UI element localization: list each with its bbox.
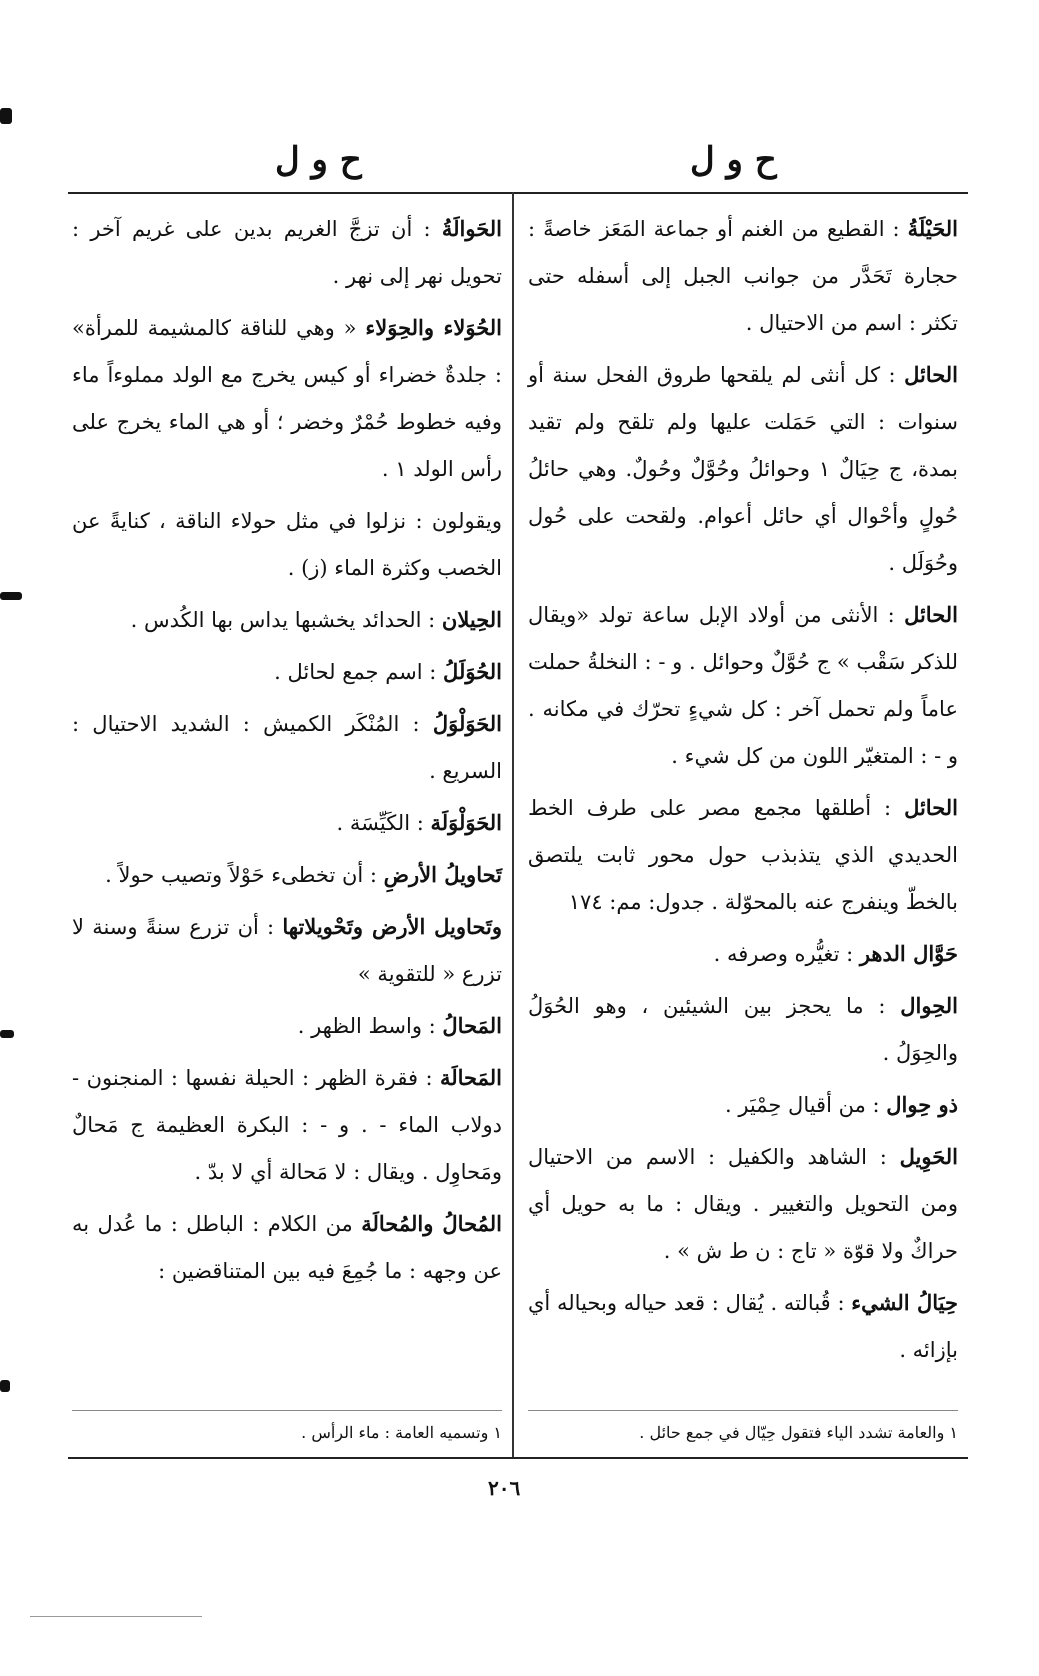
dictionary-entry [72, 1200, 502, 1295]
dictionary-entry [72, 304, 502, 493]
definition: : أن تزجَّ الغريم بدين على غريم آخر : تحويل نهر إلى نهر . [72, 217, 502, 288]
headword: حَوَّال الدهر [859, 941, 958, 966]
headword: الحَوِيل [899, 1144, 958, 1169]
page-number: ٢٠٦ [488, 1476, 521, 1500]
headword: وتَحاويل الأرض وتَحْويلاتها [282, 914, 502, 939]
definition: : فقرة الظهر : الحيلة نفسها : المنجنون - دولاب الماء - . و - : البكرة العظيمة ج مَحالٌ ومَحاوِل . ويقال : لا مَحالة أي لا بدّ . [72, 1066, 502, 1184]
dictionary-entry [72, 1002, 502, 1050]
right-column [528, 205, 958, 1378]
headword: الحَيْلَةُ [907, 216, 958, 241]
dictionary-entry [528, 591, 958, 780]
dictionary-entry [72, 648, 502, 696]
definition: : قُبالته . يُقال : قعد حياله وبحياله أي بإزائه . [528, 1291, 958, 1362]
headword: الحِيلان [441, 607, 502, 632]
definition: : ما يحجز بين الشيئين ، وهو الحُوَلُ والحِوَلُ . [528, 994, 958, 1065]
top-rule [68, 192, 968, 194]
dictionary-entry [528, 982, 958, 1077]
margin-mark [0, 108, 12, 124]
definition: : من أقيال حِمْيَر . [724, 1093, 887, 1117]
running-head-right: ح و ل [690, 140, 777, 180]
dictionary-entry [528, 351, 958, 587]
definition: : المُنْكَر الكميش : الشديد الاحتيال : السريع . [72, 712, 502, 783]
dictionary-entry [528, 1133, 958, 1275]
definition: : الأنثى من أولاد الإبل ساعة تولد «ويقال للذكر سَقْب » ج حُوَّلٌ وحوائل . و - : النخلةُ حملت عاماً ولم تحمل آخر : كل شيءٍ تحرّك في مكانه . و - : المتغيّر اللون من كل شيء . [528, 603, 958, 768]
definition: من الكلام : الباطل : ما عُدل به عن وجهه : ما جُمِعَ فيه بين المتناقضين : [72, 1212, 502, 1283]
running-head-left: ح و ل [275, 140, 362, 180]
footnote-right: ١ والعامة تشدد الياء فتقول حِيّال في جمع حائل . [639, 1423, 958, 1442]
definition: : القطيع من الغنم أو جماعة المَعَز خاصةً : حجارة تَحَدَّر من جوانب الجبل إلى أسفله حتى تكثر : اسم من الاحتيال . [528, 217, 958, 335]
footnote-rule-left [72, 1410, 502, 1411]
bottom-rule [68, 1457, 968, 1459]
dictionary-entry [72, 851, 502, 899]
definition: : واسط الظهر . [297, 1014, 443, 1038]
definition: : اسم جمع لحائل . [274, 660, 444, 684]
definition: ويقولون : نزلوا في مثل حولاء الناقة ، كنايةً عن الخصب وكثرة الماء (ز) . [72, 509, 502, 580]
definition: : أن تزرع سنةً وسنة لا تزرع « للتقوية » [72, 915, 502, 986]
headword: ذو حِوال [886, 1092, 958, 1117]
dictionary-entry [528, 930, 958, 978]
definition: : الكَيِّسَة . [336, 811, 431, 835]
headword: الحَوَلْوَلُ [432, 711, 502, 736]
headword: المَحالُ [442, 1013, 502, 1038]
definition: : كل أنثى لم يلقحها طروق الفحل سنة أو سنوات : التي حَمَلت عليها ولم تلقح ولم تقيد بمدة، ج حِيَالٌ ١ وحوائلُ وحُوَّلٌ وحُولٌ. وهي حائلُ حُولٍ وأحْوال أي حائل أعوام. ولقحت على حُول وحُوَلَل . [528, 363, 958, 575]
definition: « وهي للناقة كالمشيمة للمرأة» : جلدةٌ خضراء أو كيس يخرج مع الولد مملوءاً ماء وفيه خطوط حُمْرٌ وخضر ؛ أو هي الماء يخرج على رأس الولد ١ . [72, 316, 502, 481]
headword: الحُوَلَلُ [443, 659, 502, 684]
headword: الحَوَلْوَلَة [430, 810, 502, 835]
definition: : الشاهد والكفيل : الاسم من الاحتيال ومن التحويل والتغيير . ويقال : ما به حويل أي حراكٌ ولا قوّة « تاج : ن ط ش » . [528, 1145, 958, 1263]
margin-mark [0, 1030, 14, 1038]
dictionary-entry [72, 596, 502, 644]
headword: الحَوالَةُ [441, 216, 502, 241]
dictionary-entry [528, 784, 958, 926]
margin-mark [0, 592, 22, 600]
margin-mark [0, 1380, 10, 1392]
dictionary-entry [528, 205, 958, 347]
definition: : تغيُّره وصرفه . [713, 942, 860, 966]
headword: المَحالَة [440, 1065, 502, 1090]
dictionary-entry [72, 903, 502, 998]
definition: : أطلقها مجمع مصر على طرف الخط الحديدي الذي يتذبذب حول محور ثابت يلتصق بالخطّ وينفرج عنه بالمحوّلة . جدول: مم: ١٧٤ [528, 796, 958, 914]
dictionary-entry [72, 799, 502, 847]
definition: : أن تخطىء حَوْلاً وتصيب حولاً . [105, 863, 384, 887]
headword: الحائل [904, 362, 958, 387]
headword: المُحالُ والمُحالَة [361, 1211, 502, 1236]
dictionary-entry [72, 700, 502, 795]
dictionary-entry [528, 1279, 958, 1374]
scan-artifact-line [30, 1616, 202, 1617]
headword: الحِوال [900, 993, 958, 1018]
headword: تَحاويلُ الأرضِ [383, 862, 502, 887]
dictionary-entry [528, 1081, 958, 1129]
footnote-rule-right [528, 1410, 958, 1411]
headword: الحُوَلاء والحِوَلاء [365, 315, 502, 340]
column-divider [512, 192, 514, 1457]
dictionary-entry [72, 497, 502, 592]
left-column [72, 205, 502, 1299]
headword: حِيَالُ الشيء [851, 1290, 958, 1315]
headword: الحائل [904, 795, 958, 820]
footnote-left: ١ وتسميه العامة : ماء الرأس . [301, 1423, 502, 1442]
dictionary-entry [72, 205, 502, 300]
definition: : الحدائد يخشبها يداس بها الكُدس . [130, 608, 442, 632]
dictionary-entry [72, 1054, 502, 1196]
headword: الحائل [904, 602, 958, 627]
